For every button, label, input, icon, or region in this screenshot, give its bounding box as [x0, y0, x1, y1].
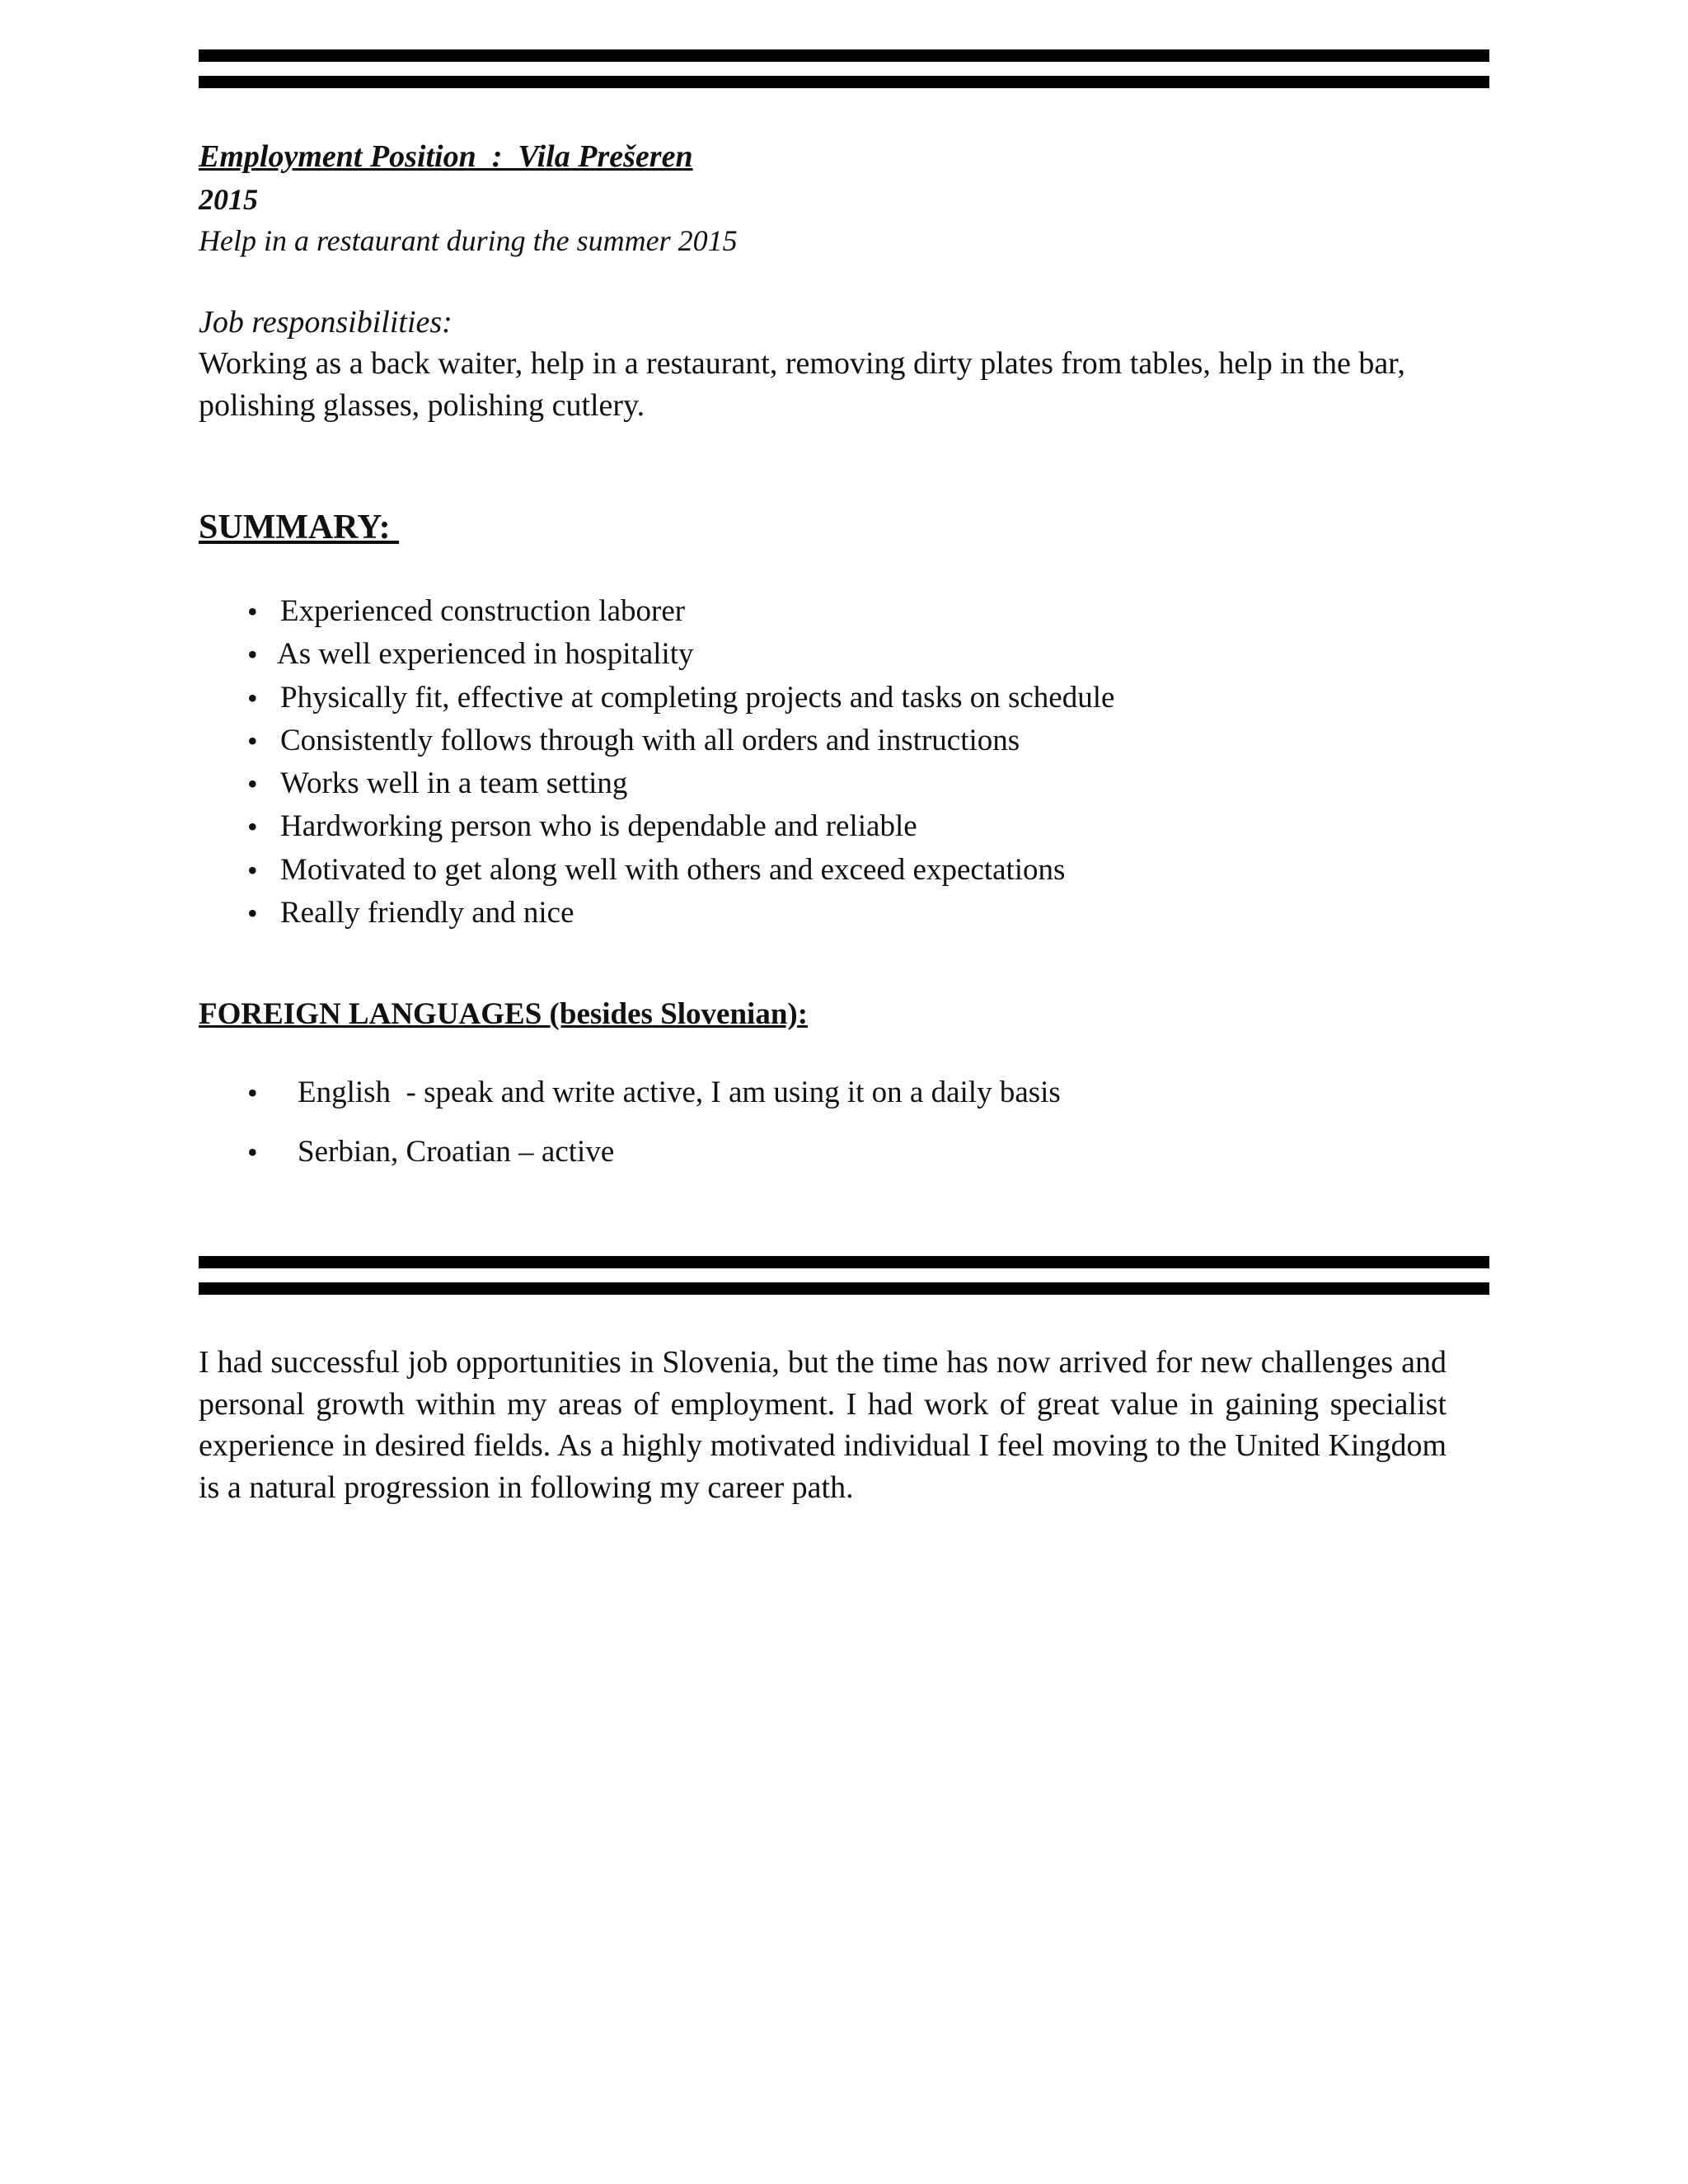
rule-bar [199, 1256, 1489, 1268]
responsibilities-heading: Job responsibilities: [199, 305, 452, 340]
employment-description: Help in a restaurant during the summer 2015 [199, 224, 738, 257]
rule-bar [199, 76, 1489, 88]
summary-item-text: Hardworking person who is dependable and reliable [280, 809, 917, 844]
summary-heading: SUMMARY: [199, 509, 400, 546]
languages-list [247, 1071, 1484, 1190]
rule-bar [199, 1282, 1489, 1295]
bullet-icon: • [247, 810, 258, 844]
summary-item-text: As well experienced in hospitality [277, 637, 694, 672]
middle-double-rule [199, 1256, 1489, 1297]
language-item-text: Serbian, Croatian – active [298, 1135, 615, 1169]
bullet-icon: • [247, 595, 258, 628]
bullet-icon: • [247, 724, 258, 757]
top-double-rule [199, 49, 1489, 91]
bullet-icon: • [247, 767, 258, 801]
bullet-icon: • [247, 1076, 258, 1109]
list-item [247, 633, 1484, 676]
bullet-icon: • [247, 853, 258, 887]
summary-item-text: Works well in a team setting [280, 766, 628, 801]
summary-list [247, 590, 1484, 935]
list-item [247, 719, 1484, 762]
foreign-languages-heading: FOREIGN LANGUAGES (besides Slovenian): [199, 997, 809, 1031]
list-item [247, 677, 1484, 719]
summary-item-text: Motivated to get along well with others and exceed expectations [280, 852, 1066, 887]
bullet-icon: • [247, 897, 258, 930]
summary-item-text: Consistently follows through with all orders and instructions [280, 723, 1020, 757]
rule-bar [199, 49, 1489, 62]
summary-item-text: Experienced construction laborer [280, 594, 686, 628]
employment-position-title: Employment Position : Vila Prešeren [199, 139, 693, 174]
list-item [247, 762, 1484, 805]
list-item [247, 1071, 1484, 1114]
responsibilities-text: Working as a back waiter, help in a restaurant, removing dirty plates from tables, help in the bar, polishing glasses, polishing cutlery. [199, 346, 1405, 423]
list-item [247, 1131, 1484, 1174]
list-item [247, 590, 1484, 633]
bullet-icon: • [247, 681, 258, 715]
bullet-icon: • [247, 1136, 258, 1169]
bullet-icon: • [247, 638, 258, 672]
closing-paragraph: I had successful job opportunities in Slovenia, but the time has now arrived for new challenges and personal growth within my areas of employment. I had work of great value in gaining specialist experience in desired fields. As a highly motivated individual I feel moving to the United Kingdom is a natural progression in following my career path. [199, 1345, 1447, 1505]
list-item [247, 849, 1484, 892]
employment-year: 2015 [199, 183, 258, 216]
list-item [247, 892, 1484, 935]
language-item-text: English - speak and write active, I am using it on a daily basis [298, 1076, 1061, 1109]
summary-item-text: Physically fit, effective at completing projects and tasks on schedule [280, 680, 1115, 715]
summary-item-text: Really friendly and nice [280, 896, 574, 930]
list-item [247, 805, 1484, 848]
